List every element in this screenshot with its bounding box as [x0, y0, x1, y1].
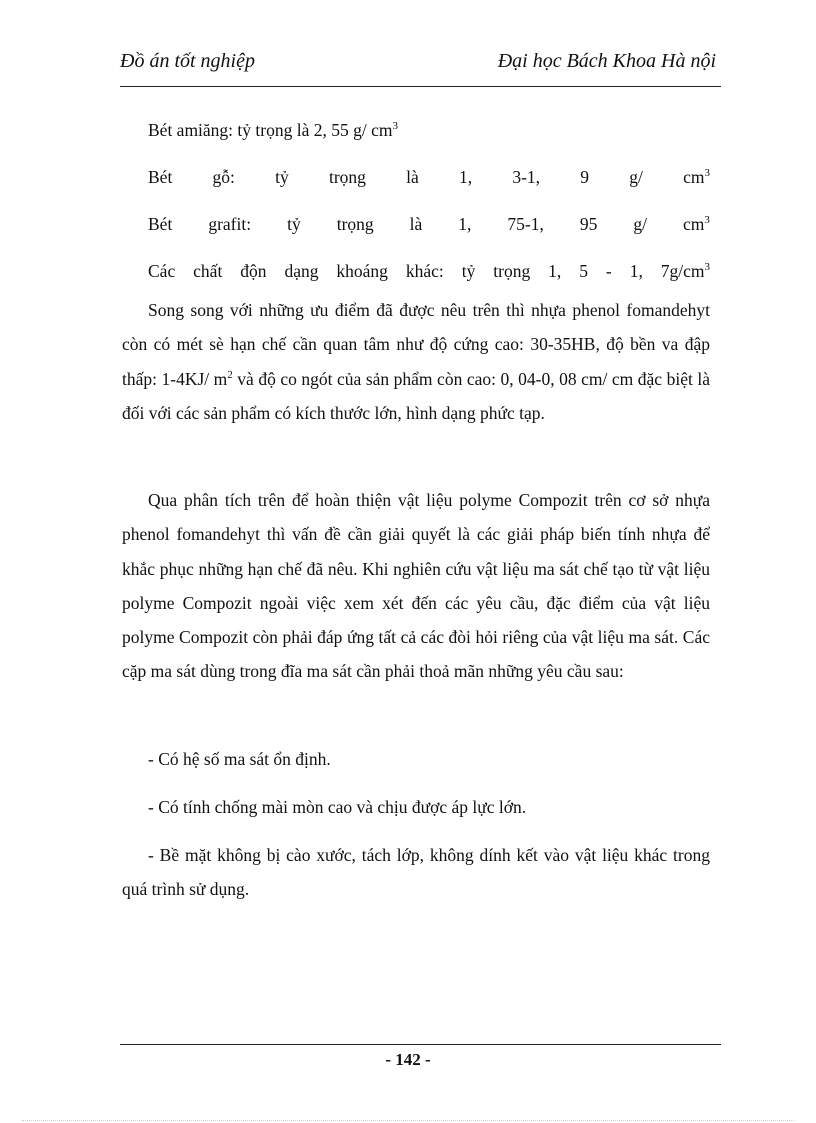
word: tỷ [461, 261, 476, 281]
header-right-title: Đại học Bách Khoa Hà nội [497, 50, 716, 72]
word: g/ [629, 167, 643, 187]
requirement-item: - Có hệ số ma sát ổn định. [148, 749, 331, 769]
word: trọng [336, 214, 374, 234]
word: g/ [633, 214, 647, 234]
word: trọng [493, 261, 531, 281]
paragraph-analysis: Qua phân tích trên để hoàn thiện vật liệu polyme Compozit trên cơ sở nhựa phenol fomandehyt thì vấn đề cần giải quyết là các giải pháp biến tính nhựa để khắc phục những hạn chế đã nêu. Khi nghiên cứu vật liệu ma sát chế tạo từ vật liệu polyme Compozit ngoài việc xem xét đến các yêu cầu, đặc điểm của vật liệu polyme Compozit còn phải đáp ứng tất cả các đòi hỏi riêng của vật liệu ma sát. Các cặp ma sát dùng trong đĩa ma sát cần phải thoả mãn những yêu cầu sau: [122, 490, 710, 682]
word: 1, [459, 167, 473, 187]
word: Bét [148, 214, 173, 234]
word: dạng [284, 261, 319, 281]
word: 1, [458, 214, 472, 234]
paragraph-text: Song song với những ưu điểm đã được nêu trên thì nhựa phenol fomandehyt còn có mét sè hạn chế cần quan tâm như độ cứng cao: 30-35HB, độ bền va đập thấp: 1-4KJ/ m [122, 300, 710, 389]
word: Các [148, 261, 176, 281]
density-line-graphite [148, 212, 710, 236]
word: khoáng [336, 261, 388, 281]
word: trọng [328, 167, 366, 187]
density-superscript: 3 [392, 120, 398, 132]
word: 7g/cm [660, 261, 705, 281]
density-line-wood [148, 165, 710, 189]
word: 95 [579, 214, 598, 234]
word: là [409, 214, 423, 234]
word: 9 [580, 167, 590, 187]
paragraph-limitations [122, 293, 710, 430]
density-superscript: 3 [704, 261, 710, 273]
word: 1, [629, 261, 643, 281]
word: cm [683, 167, 705, 187]
word: chất [193, 261, 223, 281]
word: grafit: [208, 214, 252, 234]
word: 1, [548, 261, 562, 281]
page-edge-dotted-line [22, 1120, 794, 1121]
word: tỷ [275, 167, 289, 187]
unit-superscript: 2 [227, 368, 233, 381]
header-rule [120, 86, 721, 87]
density-text: Bét amiăng: tỷ trọng là 2, 55 g/ cm [148, 120, 393, 140]
word: - [605, 261, 612, 281]
word: gỗ: [212, 167, 235, 187]
word: tỷ [287, 214, 301, 234]
footer-rule [120, 1044, 721, 1045]
word: Bét [148, 167, 173, 187]
word: 75-1, [507, 214, 544, 234]
header-left-title: Đồ án tốt nghiệp [120, 50, 255, 72]
word: cm [683, 214, 705, 234]
density-line-mineral [148, 259, 710, 283]
word: là [406, 167, 419, 187]
requirement-item: - Có tính chống mài mòn cao và chịu được áp lực lớn. [148, 797, 527, 817]
density-line-amiang [148, 118, 710, 142]
page-number: - 142 - [385, 1050, 431, 1069]
word-with-superscript [683, 212, 710, 236]
paragraph-text: và độ co ngót của sản phẩm còn cao: 0, 04-0, 08 cm/ cm đặc biệt là đối với các sản phẩm có kích thước lớn, hình dạng phức tạp. [122, 368, 710, 423]
density-superscript: 3 [704, 214, 710, 226]
word-with-superscript [661, 259, 710, 283]
word: 5 [579, 261, 588, 281]
word: độn [240, 261, 267, 281]
word: 3-1, [512, 167, 541, 187]
word: khác: [405, 261, 444, 281]
word-with-superscript [683, 165, 710, 189]
requirement-item: - Bề mặt không bị cào xước, tách lớp, không dính kết vào vật liệu khác trong quá trình sử dụng. [122, 845, 710, 900]
page-header [120, 50, 720, 80]
density-superscript: 3 [704, 167, 710, 179]
